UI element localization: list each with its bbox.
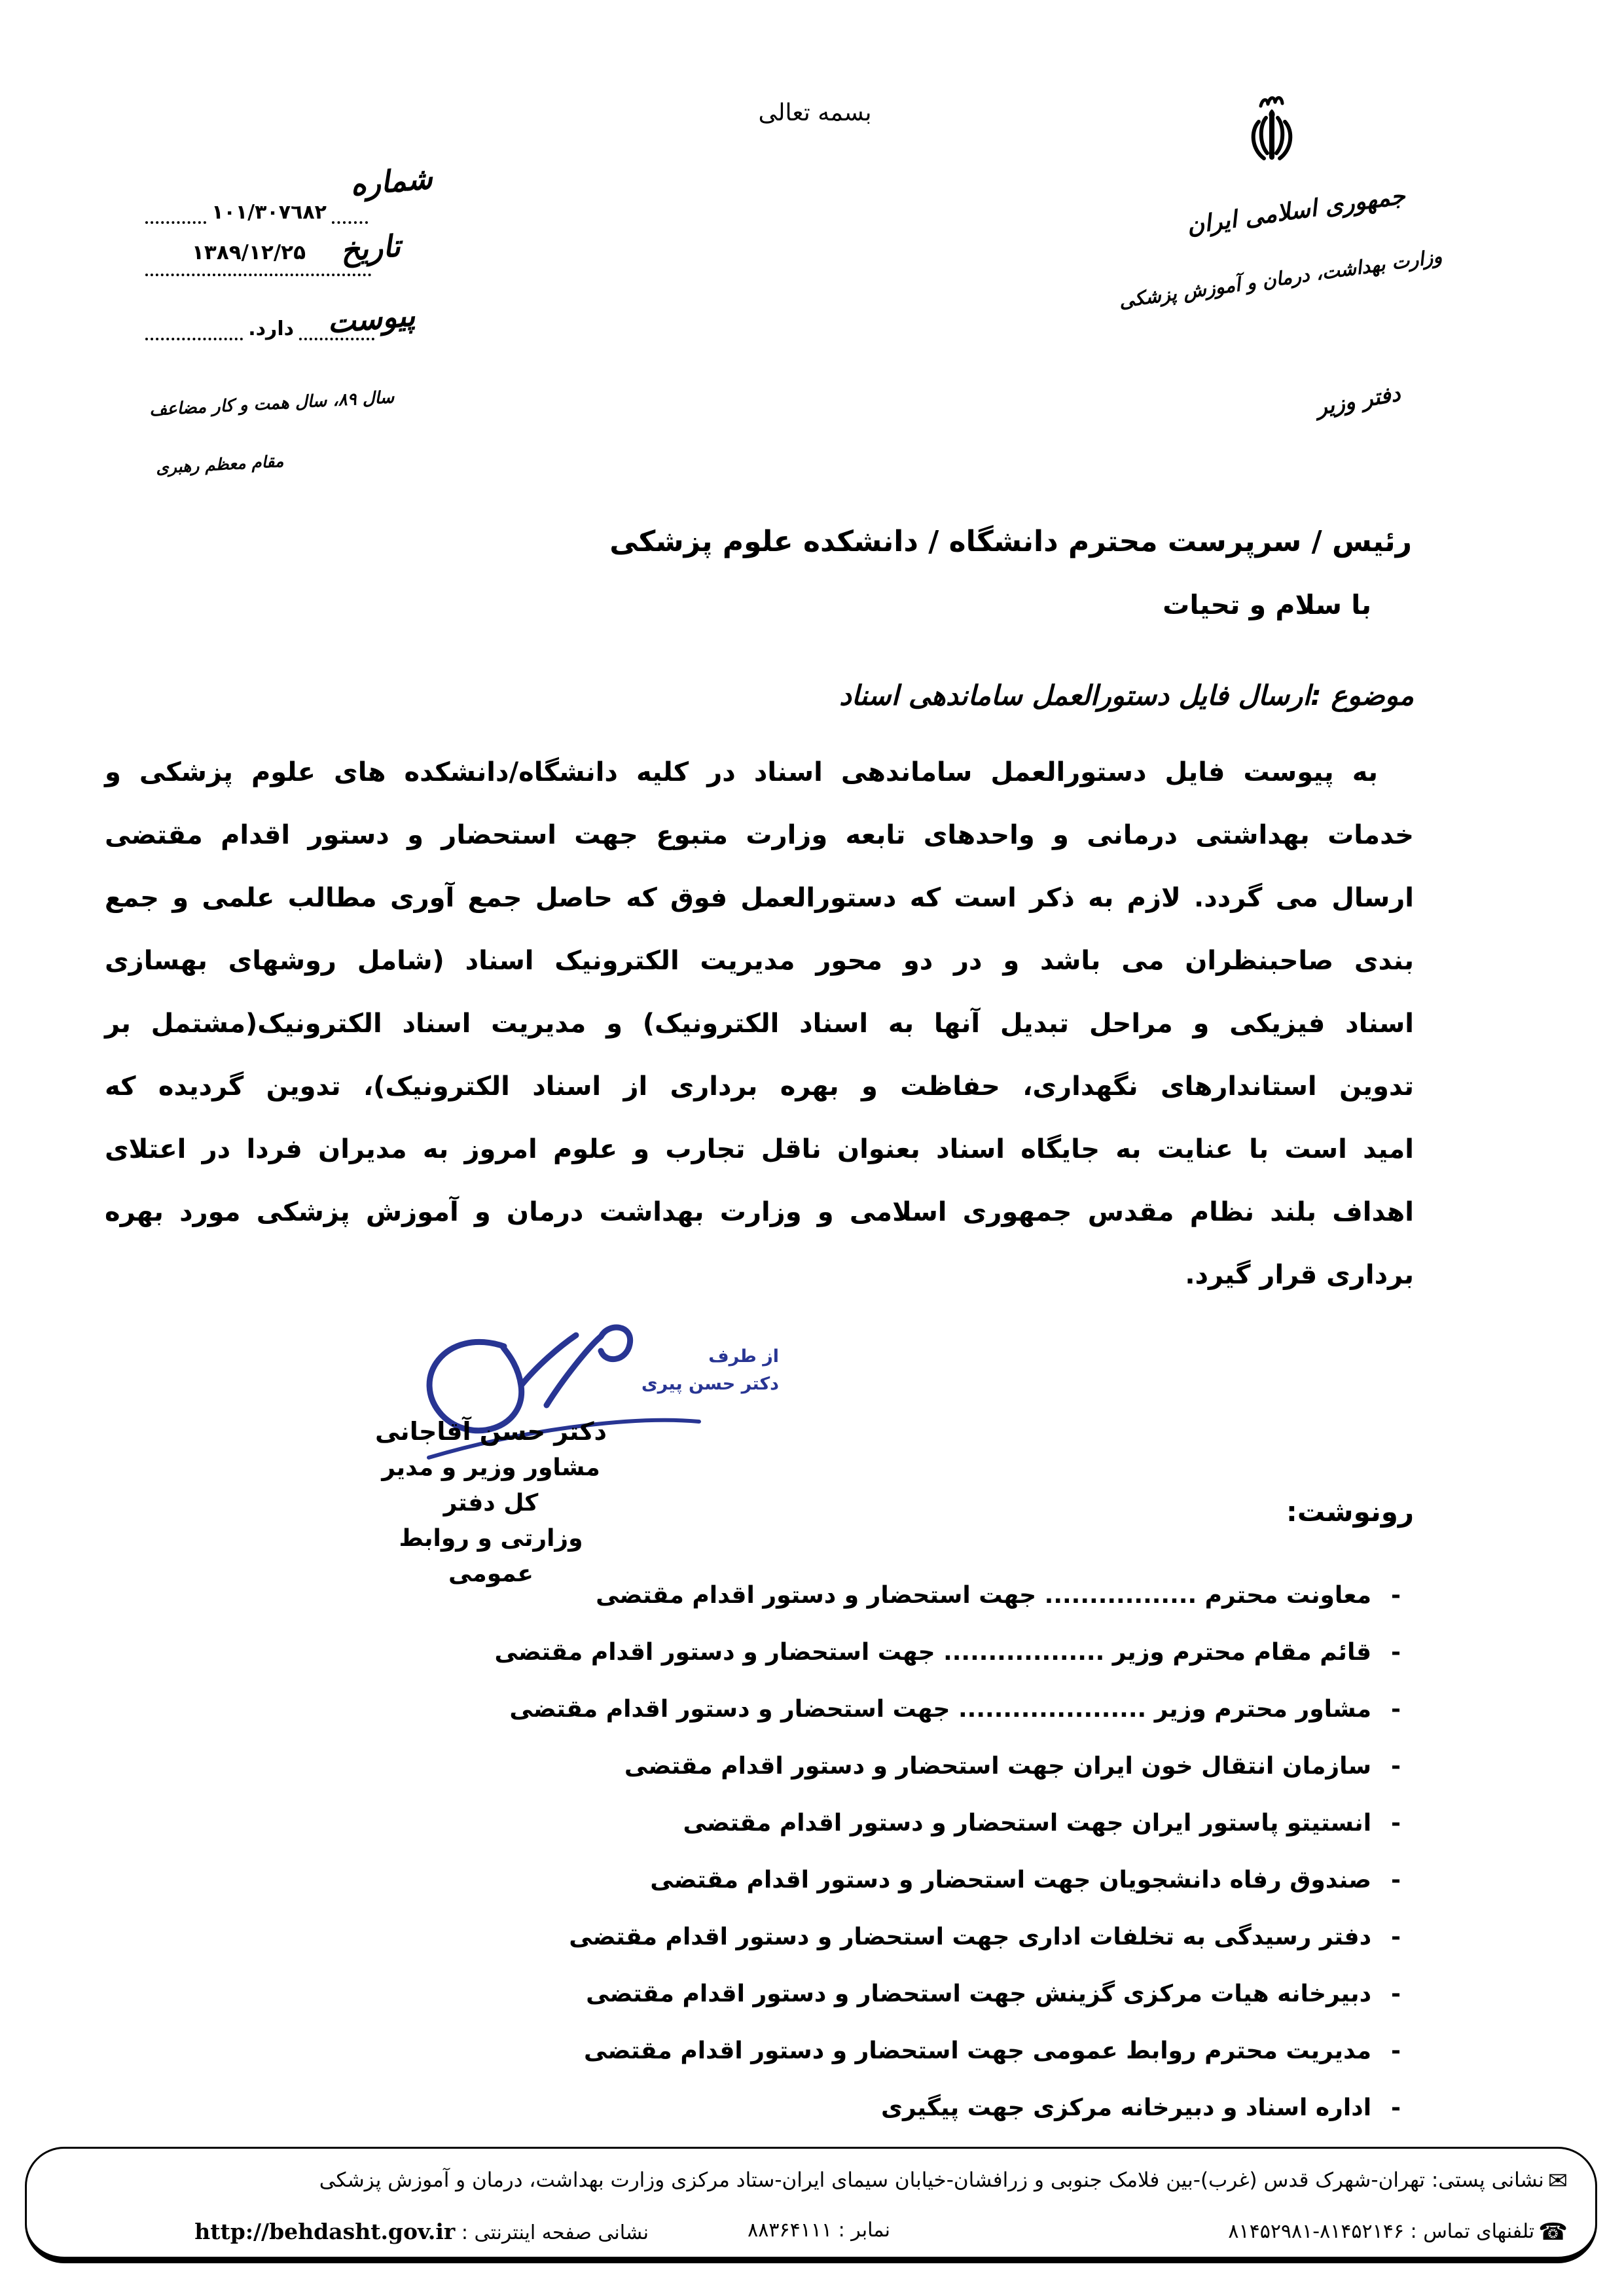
dotted-leader: [145, 313, 243, 340]
body-line: برداری قرار گیرد.: [1185, 1260, 1414, 1290]
date-field-label: تاریخ: [338, 228, 402, 268]
dash-bullet: -: [1391, 2094, 1401, 2121]
dash-bullet: -: [1391, 1924, 1401, 1950]
body-line: تدوین استاندارهای نگهداری، حفاظت و بهره برداری از اسناد الکترونیک)، تدوین گردیده که: [105, 1071, 1414, 1102]
cc-item-text: دبیرخانه هیات مرکزی گزینش جهت استحضار و دستور اقدام مقتضی: [586, 1981, 1372, 2007]
dash-bullet: -: [1391, 1867, 1401, 1893]
year-slogan-attribution: مقام معظم رهبری: [155, 451, 284, 478]
fax-value: ۸۸۳۶۴۱۱۱: [748, 2219, 833, 2242]
salutation-line: با سلام و تحیات: [1163, 589, 1371, 620]
cc-item: [569, 1918, 1401, 1957]
phones-value: ۸۱۴۵۲۹۸۱-۸۱۴۵۲۱۴۶: [1228, 2220, 1404, 2243]
number-field: [145, 194, 368, 224]
cc-item: [596, 1576, 1401, 1615]
letter-body: [105, 741, 1414, 1306]
postal-address-text: نشانی پستی: تهران-شهرک قدس (غرب)-بین فلامک جنوبی و زرافشان-خیابان سیمای ایران-ستاد مرکزی وزارت بهداشت، درمان و آموزش پزشکی: [319, 2168, 1544, 2192]
dash-bullet: -: [1391, 2037, 1401, 2064]
body-line: اهداف بلند نظام مقدس جمهوری اسلامی و وزارت بهداشت درمان و آموزش پزشکی مورد بهره: [105, 1197, 1414, 1227]
body-line: خدمات بهداشتی درمانی و واحدهای تابعه وزارت متبوع جهت استحضار و دستور اقدام مقتضی: [105, 820, 1414, 850]
cc-item: [683, 1804, 1401, 1843]
cc-item: [509, 1690, 1401, 1729]
dotted-leader: [299, 313, 374, 340]
on-behalf-note: [641, 1343, 779, 1398]
iran-emblem-icon: [1239, 94, 1305, 173]
cc-heading: رونوشت:: [1286, 1496, 1414, 1528]
envelope-icon: ✉: [1547, 2168, 1568, 2195]
signer-block: [367, 1412, 615, 1592]
body-line: امید است با عنایت به جایگاه اسناد بعنوان ناقل تجارب و علوم امروز به مدیران فردا در اعتلای: [105, 1134, 1414, 1164]
cc-item-text: دفتر رسیدگی به تخلفات اداری جهت استحضار و دستور اقدام مقتضی: [569, 1924, 1372, 1950]
cc-item: [584, 2032, 1401, 2071]
cc-item: [624, 1747, 1401, 1786]
cc-item-text: قائم مقام محترم وزیر .................. جهت استحضار و دستور اقدام مقتضی: [494, 1639, 1372, 1666]
addressee-line: رئیس / سرپرست محترم دانشگاه / دانشکده علوم پزشکی: [609, 525, 1412, 558]
body-line: اسناد فیزیکی و مراحل تبدیل آنها به اسناد الکترونیک) و مدیریت اسناد الکترونیک(مشتمل بر: [105, 1009, 1414, 1039]
on-behalf-name: دکتر حسن پیری: [641, 1374, 779, 1394]
phone-icon: ☎: [1538, 2219, 1568, 2246]
cc-item-text: مدیریت محترم روابط عمومی جهت استحضار و دستور اقدام مقتضی: [584, 2037, 1372, 2064]
cc-item-text: صندوق رفاه دانشجویان جهت استحضار و دستور اقدام مقتضی: [650, 1867, 1372, 1893]
republic-title: جمهوری اسلامی ایران: [1185, 182, 1407, 240]
cc-item-text: مشاور محترم وزیر ..................... جهت استحضار و دستور اقدام مقتضی: [509, 1696, 1372, 1723]
date-field-value: ۱۳۸۹/۱۲/۲۵: [191, 241, 306, 264]
on-behalf-label: از طرف: [708, 1346, 779, 1367]
dotted-leader: [145, 246, 371, 276]
minister-office-title: دفتر وزیر: [1314, 380, 1403, 420]
phone-numbers-segment: [1228, 2219, 1568, 2246]
cc-item-text: سازمان انتقال خون ایران جهت استحضار و دستور اقدام مقتضی: [624, 1753, 1372, 1780]
ministry-title: وزارت بهداشت، درمان و آموزش پزشکی: [1117, 245, 1443, 313]
dash-bullet: -: [1391, 1981, 1401, 2007]
phones-label: تلفنهای تماس :: [1410, 2220, 1535, 2243]
dotted-leader: [332, 196, 368, 224]
dash-bullet: -: [1391, 1639, 1401, 1666]
website-label: نشانی صفحه اینترنتی :: [461, 2221, 649, 2244]
fax-segment: [748, 2219, 890, 2242]
attachment-field: [145, 310, 374, 340]
attachment-field-value: دارد.: [248, 317, 294, 340]
footer-contact-box: [25, 2147, 1597, 2263]
body-line: به پیوست فایل دستورالعمل ساماندهی اسناد در کلیه دانشگاه/دانشکده های علوم پزشکی و: [105, 757, 1378, 787]
cc-item: [495, 1633, 1401, 1672]
website-segment: [194, 2219, 649, 2244]
bismillah-text: بسمه تعالی: [758, 99, 872, 126]
postal-address-line: [319, 2168, 1568, 2195]
number-field-label: شماره: [348, 160, 434, 203]
website-url: http://behdasht.gov.ir: [194, 2219, 456, 2244]
number-field-value: ۱۰۱/۳۰۷٦۸۲: [211, 201, 327, 224]
fax-label: نمابر :: [838, 2219, 890, 2242]
dash-bullet: -: [1391, 1582, 1401, 1609]
cc-item-text: معاونت محترم ................. جهت استحضار و دستور اقدام مقتضی: [596, 1582, 1372, 1609]
cc-item: [881, 2089, 1401, 2128]
year-slogan-text: سال ۸۹، سال همت و کار مضاعف: [149, 387, 395, 420]
cc-item-text: انستیتو پاستور ایران جهت استحضار و دستور اقدام مقتضی: [683, 1810, 1372, 1837]
signer-title: وزارتی و روابط عمومی: [399, 1525, 583, 1587]
cc-item-text: اداره اسناد و دبیرخانه مرکزی جهت پیگیری: [880, 2094, 1372, 2121]
dash-bullet: -: [1391, 1696, 1401, 1723]
signer-name: دکتر حسن آقاجانی: [374, 1417, 607, 1446]
subject-line: موضوع :ارسال فایل دستورالعمل ساماندهی اسناد: [839, 679, 1414, 711]
dash-bullet: -: [1391, 1810, 1401, 1837]
attachment-field-label: پیوست: [325, 297, 417, 340]
cc-item: [650, 1861, 1401, 1900]
signer-title: مشاور وزیر و مدیر کل دفتر: [382, 1454, 600, 1516]
body-line: ارسال می گردد. لازم به ذکر است که دستورالعمل فوق که حاصل جمع آوری مطالب علمی و جمع: [105, 883, 1414, 913]
dotted-leader: [145, 196, 206, 224]
body-line: بندی صاحبنظران می باشد و در دو محور مدیریت الکترونیک اسناد (شامل روشهای بهسازی: [105, 946, 1414, 976]
dash-bullet: -: [1391, 1753, 1401, 1780]
cc-item: [586, 1975, 1401, 2014]
